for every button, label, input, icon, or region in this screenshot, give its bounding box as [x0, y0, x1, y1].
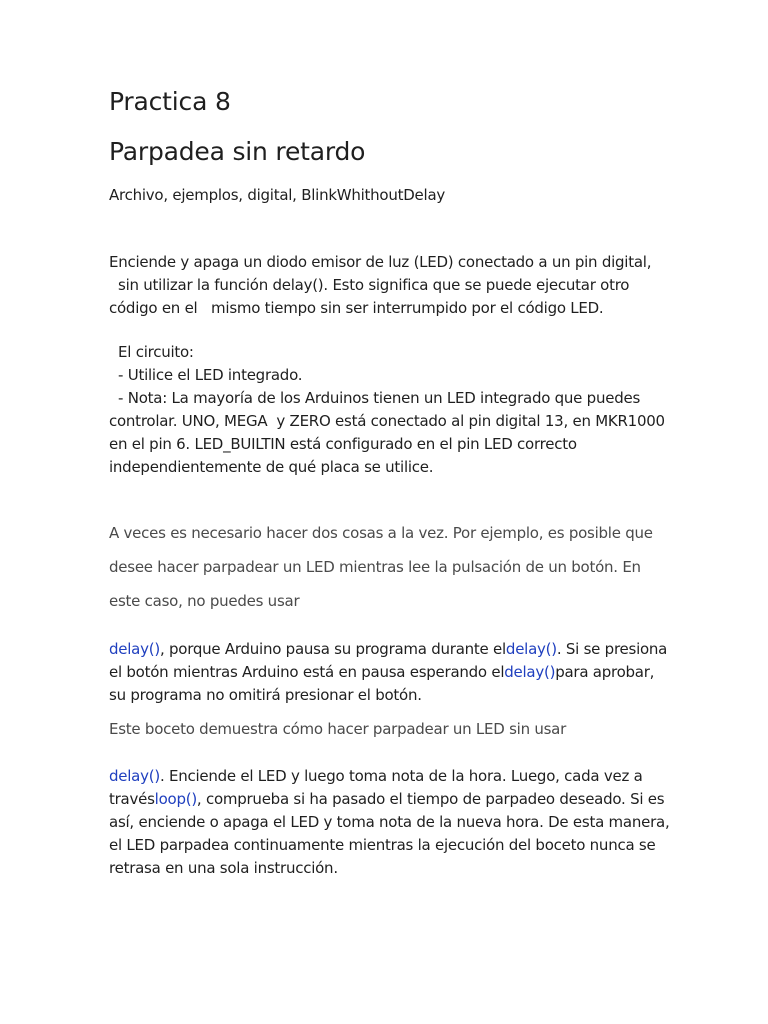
paragraph-line: el LED parpadea continuamente mientras la ejecución del boceto nunca se [109, 836, 656, 854]
code-reference-link[interactable]: delay() [109, 767, 160, 785]
page-subtitle: Parpadea sin retardo [109, 137, 366, 166]
paragraph-line [109, 788, 664, 811]
paragraph-text: el botón mientras Arduino está en pausa esperando el [109, 663, 505, 681]
paragraph-line: retrasa en una sola instrucción. [109, 859, 338, 877]
example-path: Archivo, ejemplos, digital, BlinkWhithoutDelay [109, 186, 446, 204]
paragraph-line [109, 638, 667, 661]
paragraph-line: así, enciende o apaga el LED y toma nota de la nueva hora. De esta manera, [109, 813, 670, 831]
paragraph-text: , porque Arduino pausa su programa durante el [159, 640, 506, 658]
paragraph-text: . Si se presiona [556, 640, 668, 658]
circuit-line: independientemente de qué placa se utilice. [109, 458, 434, 476]
description-line: A veces es necesario hacer dos cosas a la vez. Por ejemplo, es posible que [109, 524, 653, 542]
paragraph-line [109, 765, 643, 788]
paragraph-line [109, 661, 654, 684]
circuit-line: El circuito: [109, 343, 194, 361]
code-reference-link[interactable]: delay() [505, 640, 557, 658]
circuit-line: controlar. UNO, MEGA y ZERO está conectado al pin digital 13, en MKR1000 [109, 412, 665, 430]
paragraph-text: . Enciende el LED y luego toma nota de la hora. Luego, cada vez a [159, 767, 643, 785]
description-line: desee hacer parpadear un LED mientras lee la pulsación de un botón. En [109, 558, 641, 576]
intro-line: sin utilizar la función delay(). Esto significa que se puede ejecutar otro [109, 276, 630, 294]
paragraph-text: para aprobar, [555, 663, 655, 681]
code-reference-link[interactable]: loop() [154, 790, 197, 808]
intro-line: Enciende y apaga un diodo emisor de luz (LED) conectado a un pin digital, [109, 253, 652, 271]
circuit-line: - Nota: La mayoría de los Arduinos tienen un LED integrado que puedes [109, 389, 641, 407]
circuit-line: en el pin 6. LED_BUILTIN está configurado en el pin LED correcto [109, 435, 577, 453]
description-line: este caso, no puedes usar [109, 592, 300, 610]
paragraph-text: través [109, 790, 155, 808]
code-reference-link[interactable]: delay() [504, 663, 556, 681]
intro-line: código en el mismo tiempo sin ser interrumpido por el código LED. [109, 299, 604, 317]
circuit-line: - Utilice el LED integrado. [109, 366, 303, 384]
code-reference-link[interactable]: delay() [109, 640, 160, 658]
paragraph-text: , comprueba si ha pasado el tiempo de parpadeo deseado. Si es [196, 790, 665, 808]
paragraph-line: su programa no omitirá presionar el botón. [109, 686, 422, 704]
page-title: Practica 8 [109, 87, 231, 116]
description-line: Este boceto demuestra cómo hacer parpadear un LED sin usar [109, 720, 567, 738]
